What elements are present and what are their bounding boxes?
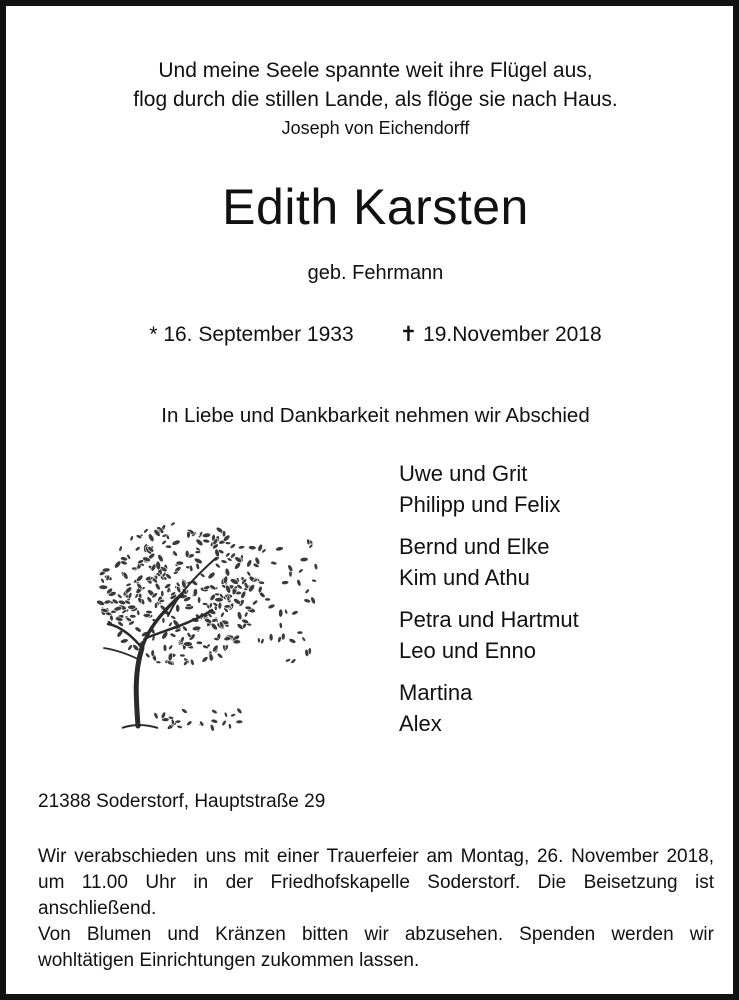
quote-line-1: Und meine Seele spannte weit ihre Flügel aus, xyxy=(158,59,593,82)
family-group xyxy=(399,604,579,666)
address: 21388 Soderstorf, Hauptstraße 29 xyxy=(38,791,326,812)
death-date: ✝ 19.November 2018 xyxy=(399,323,602,346)
family-group xyxy=(399,531,579,593)
life-dates xyxy=(6,322,739,347)
family-group xyxy=(399,677,579,739)
family-group xyxy=(399,458,579,520)
family-member: Kim und Athu xyxy=(399,565,530,590)
ceremony-text: Wir verabschieden uns mit einer Trauerfeier am Montag, 26. November 2018, um 11.00 Uhr in der Friedhofskapelle Soderstorf. Die Beisetzung ist anschließend. xyxy=(38,846,714,919)
family-member: Bernd und Elke xyxy=(399,534,550,559)
family-member: Martina xyxy=(399,680,473,705)
birth-date: * 16. September 1933 xyxy=(149,323,354,346)
ceremony-info xyxy=(38,844,714,974)
birth-name: geb. Fehrmann xyxy=(307,262,444,284)
family-member: Alex xyxy=(399,711,442,736)
family-member: Petra und Hartmut xyxy=(399,607,579,632)
deceased-name: Edith Karsten xyxy=(222,179,529,235)
windblown-tree-icon xyxy=(86,498,326,738)
donation-text: Von Blumen und Kränzen bitten wir abzusehen. Spenden werden wir wohltätigen Einrichtungen zukommen lassen. xyxy=(38,924,714,971)
family-member: Philipp und Felix xyxy=(399,492,561,517)
quote-line-2: flog durch die stillen Lande, als flöge sie nach Haus. xyxy=(133,88,618,111)
family-list xyxy=(399,458,579,750)
quote-author: Joseph von Eichendorff xyxy=(281,118,470,138)
farewell-line: In Liebe und Dankbarkeit nehmen wir Abschied xyxy=(161,404,590,427)
poem-quote xyxy=(6,56,739,142)
family-member: Leo und Enno xyxy=(399,638,537,663)
family-member: Uwe und Grit xyxy=(399,461,528,486)
